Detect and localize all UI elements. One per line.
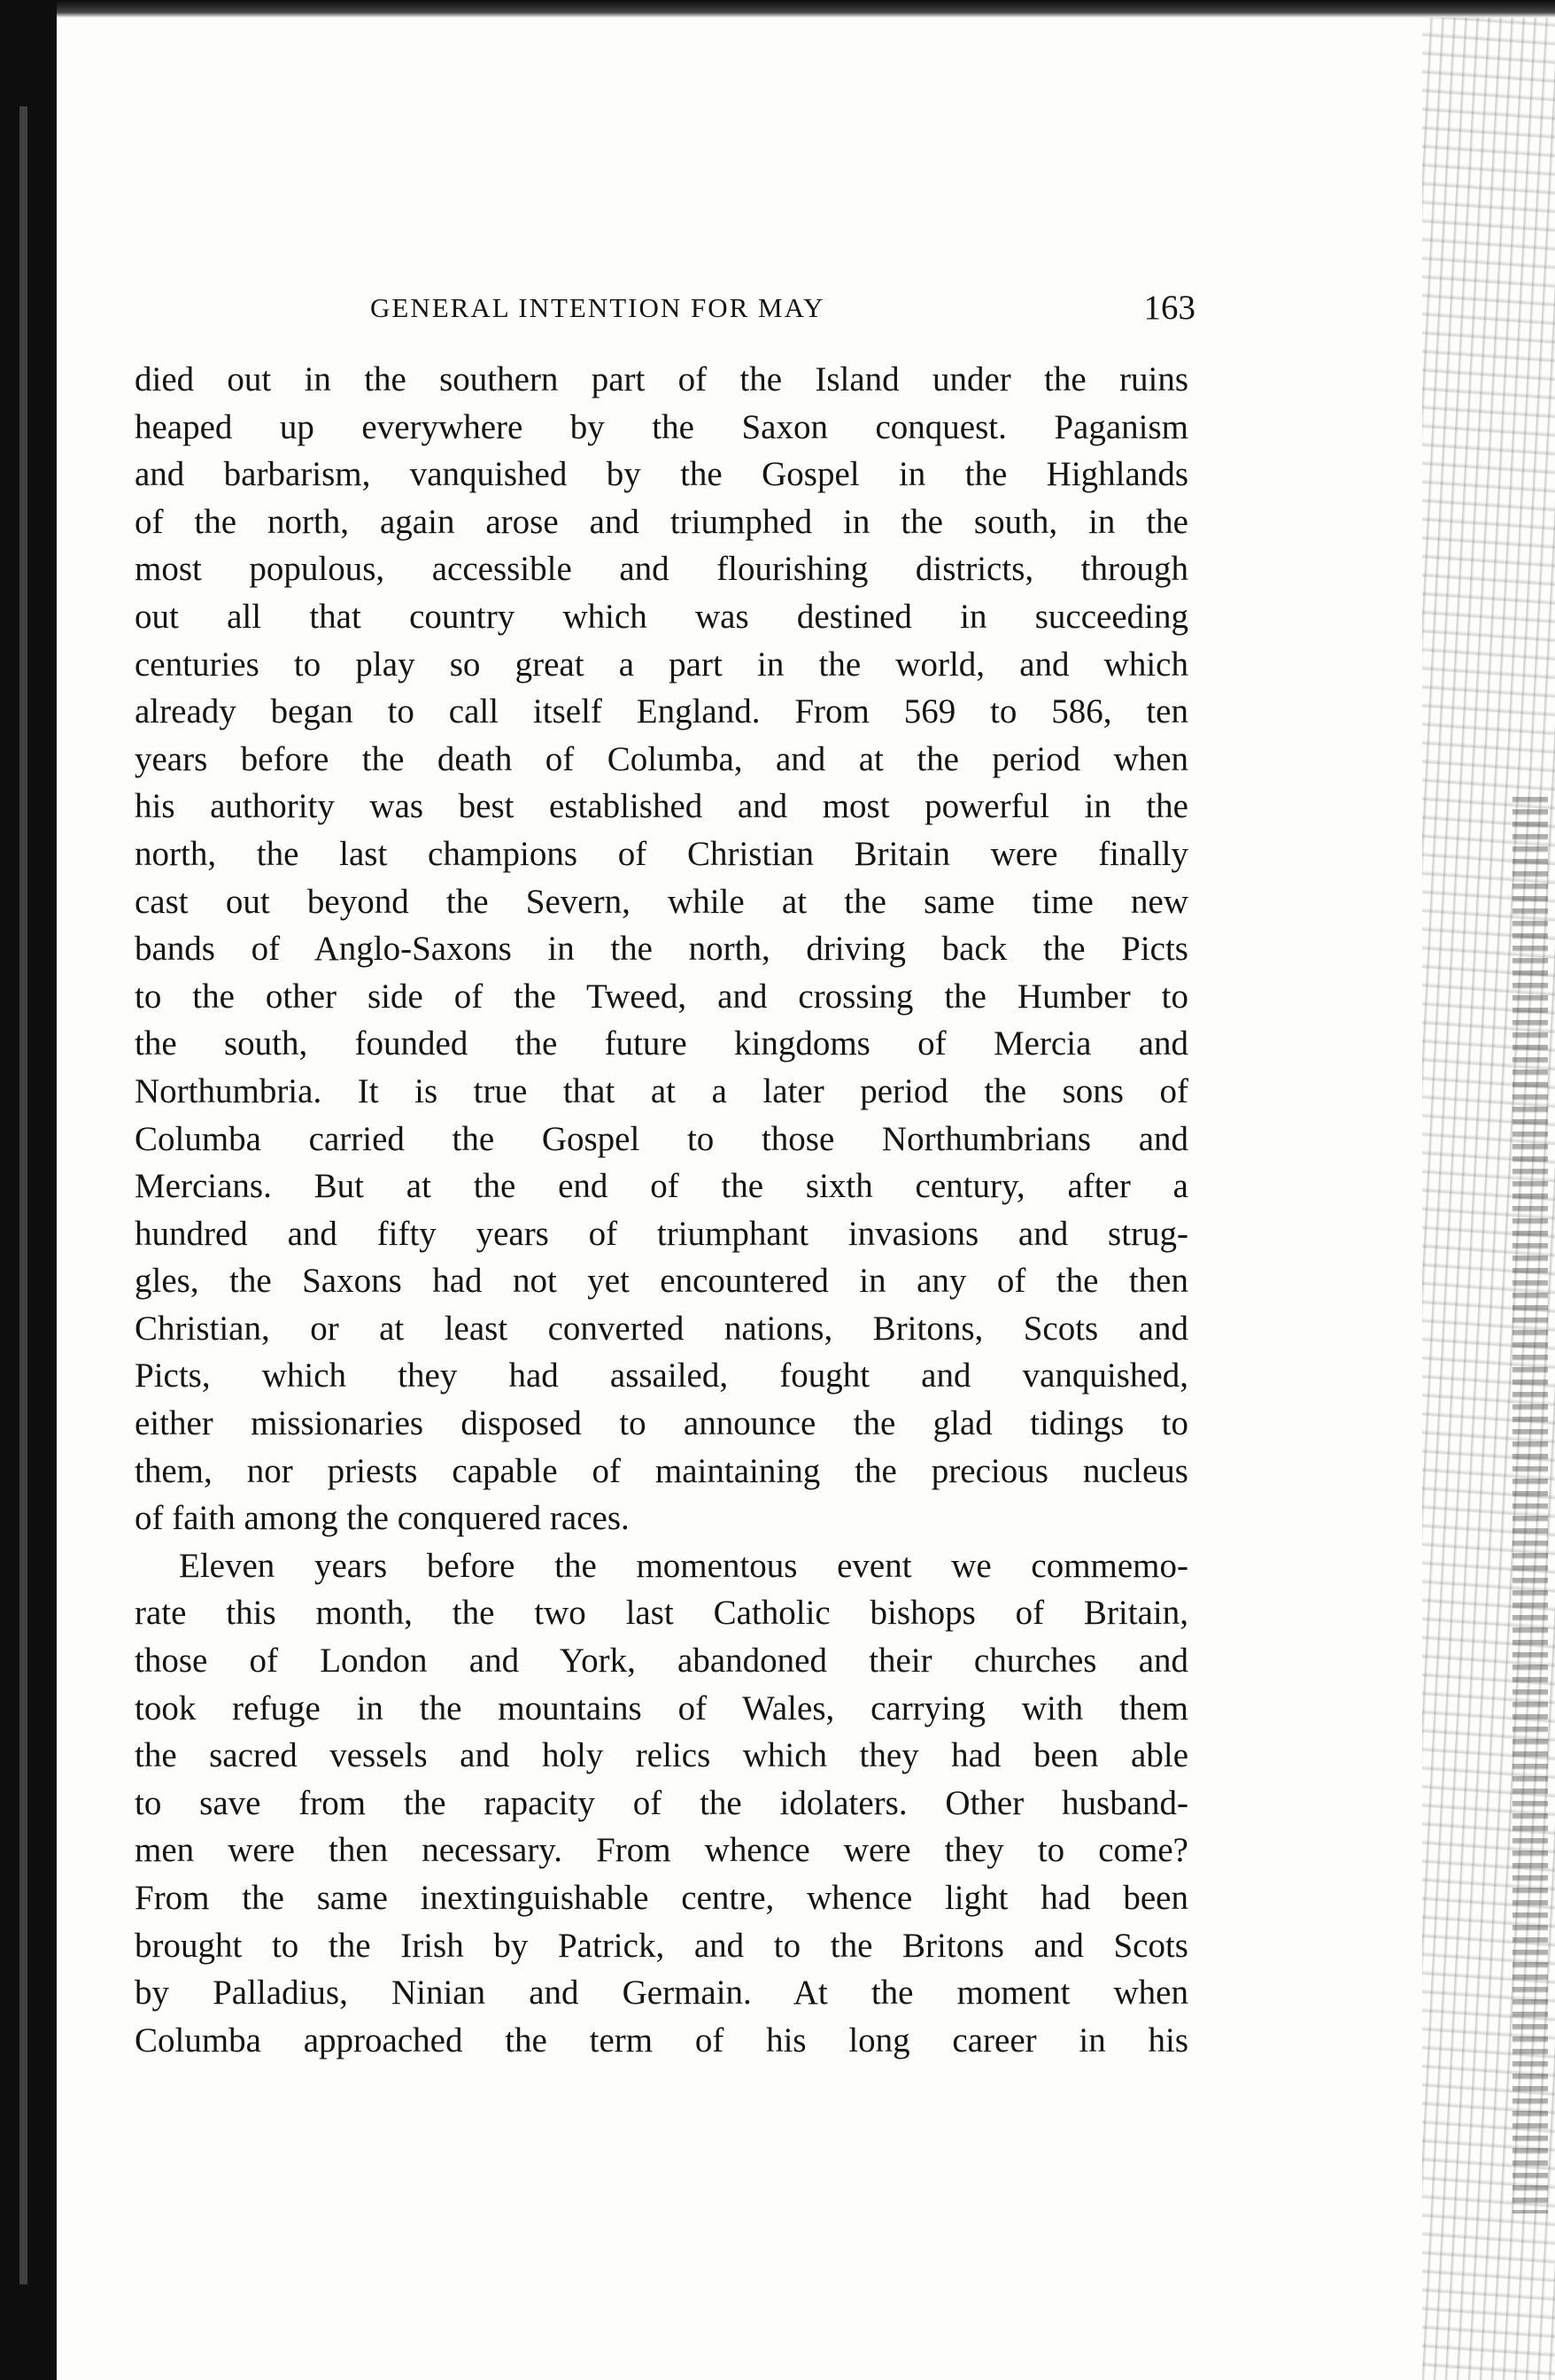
text-line: Mercians. But at the end of the sixth century, after a (135, 1167, 1188, 1206)
text-line: the south, founded the future kingdoms of Mercia and (135, 1024, 1188, 1063)
text-line: either missionaries disposed to announce the glad tidings to (135, 1404, 1188, 1443)
paragraph-start-line: Eleven years before the momentous event we commemo- (179, 1546, 1188, 1585)
text-line: by Palladius, Ninian and Germain. At the moment when (135, 1974, 1188, 2013)
text-line: hundred and fifty years of triumphant invasions and strug- (135, 1214, 1188, 1253)
text-line: years before the death of Columba, and at the period when (135, 739, 1188, 778)
text-line: From the same inextinguishable centre, whence light had been (135, 1879, 1188, 1917)
text-line: north, the last champions of Christian Britain were finally (135, 834, 1188, 873)
spine-highlight (19, 106, 27, 2284)
text-line: died out in the southern part of the Island under the ruins (135, 360, 1188, 398)
running-header (133, 282, 1204, 335)
text-line: Picts, which they had assailed, fought and vanquished, (135, 1356, 1188, 1395)
text-line: most populous, accessible and flourishing districts, through (135, 550, 1188, 589)
book-spine-shadow (0, 0, 57, 2380)
text-line: out all that country which was destined in succeeding (135, 597, 1188, 636)
running-title: GENERAL INTENTION FOR MAY (370, 292, 825, 323)
text-line: heaped up everywhere by the Saxon conquest. Paganism (135, 407, 1188, 446)
right-margin-dark-noise (1512, 797, 1548, 2214)
text-line: and barbarism, vanquished by the Gospel in the Highlands (135, 455, 1188, 494)
text-line: gles, the Saxons had not yet encountered in any of the then (135, 1262, 1188, 1301)
text-line: cast out beyond the Severn, while at the same time new (135, 882, 1188, 921)
text-line: those of London and York, abandoned their churches and (135, 1642, 1188, 1681)
text-line: took refuge in the mountains of Wales, carrying with them (135, 1688, 1188, 1727)
body-text (135, 356, 1188, 2064)
page-number: 163 (1143, 289, 1195, 327)
text-line: Columba approached the term of his long career in his (135, 2021, 1188, 2059)
top-edge-shadow (57, 0, 1555, 18)
text-line: centuries to play so great a part in the world, and which (135, 645, 1188, 684)
text-line: the sacred vessels and holy relics which they had been able (135, 1736, 1188, 1775)
text-line: of the north, again arose and triumphed in the south, in the (135, 502, 1188, 541)
paragraph-end-line: of faith among the conquered races. (135, 1499, 630, 1538)
text-line: to the other side of the Tweed, and crossing the Humber to (135, 977, 1188, 1016)
text-line: Christian, or at least converted nations, Britons, Scots and (135, 1309, 1188, 1348)
text-line: Northumbria. It is true that at a later period the sons of (135, 1071, 1188, 1110)
text-line: already began to call itself England. From 569 to 586, ten (135, 692, 1188, 731)
text-line: brought to the Irish by Patrick, and to the Britons and Scots (135, 1926, 1188, 1965)
text-line: Columba carried the Gospel to those Northumbrians and (135, 1119, 1188, 1158)
text-line: rate this month, the two last Catholic bishops of Britain, (135, 1594, 1188, 1633)
text-line: them, nor priests capable of maintaining the precious nucleus (135, 1451, 1188, 1490)
text-line: men were then necessary. From whence were they to come? (135, 1831, 1188, 1870)
text-line: his authority was best established and most powerful in the (135, 787, 1188, 826)
text-line: bands of Anglo-Saxons in the north, driving back the Picts (135, 930, 1188, 969)
text-line: to save from the rapacity of the idolaters. Other husband- (135, 1783, 1188, 1822)
